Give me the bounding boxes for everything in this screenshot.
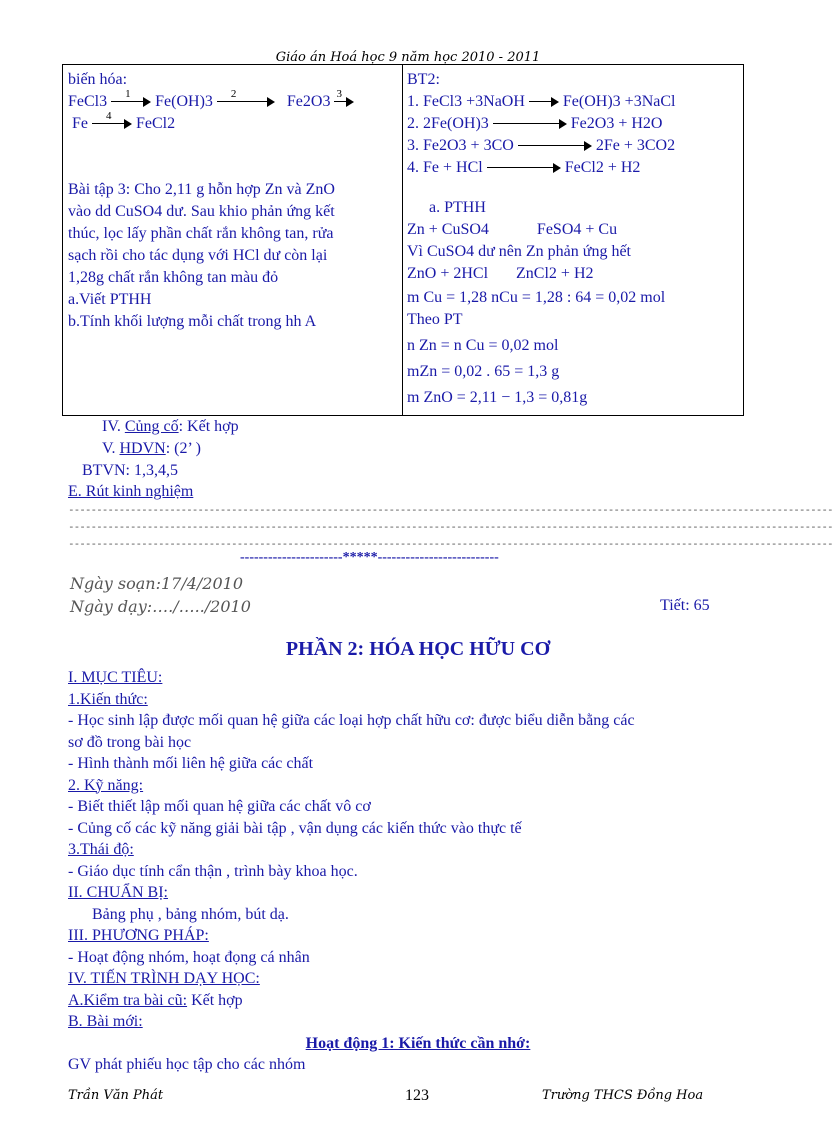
arrow-icon [518, 141, 592, 151]
ngay-soan: Ngày soạn:17/4/2010 [70, 574, 244, 593]
arrow-icon [487, 163, 561, 173]
arrow-icon [493, 119, 567, 129]
table-divider [402, 65, 403, 415]
scheme-feoh3: Fe(OH)3 [155, 93, 213, 110]
scheme-fe2o3: Fe2O3 [286, 93, 331, 110]
right-title: BT2: [407, 71, 440, 88]
footer-school: Trường THCS Đồng Hoa [542, 1088, 704, 1103]
ky-nang-item: - Củng cố các kỹ năng giải bài tập , vận dụng các kiến thức vào thực tế [68, 819, 522, 837]
exercise-line: 1,28g chất rắn không tan màu đỏ [68, 269, 279, 286]
table-right-cell [407, 69, 741, 409]
arrow-3-icon: 3 [334, 97, 354, 107]
heading-tien-trinh: IV. TIẾN TRÌNH DẠY HỌC: [68, 970, 260, 987]
page-header-title: Giáo án Hoá học 9 năm học 2010 - 2011 [275, 50, 541, 65]
arrow-1-icon: 1 [111, 97, 151, 107]
equation-4: 4. Fe + HCl FeCl2 + H2 [407, 159, 641, 176]
cung-co: IV. Củng cố: Kết hợp [102, 418, 239, 435]
calc-3: mZn = 0,02 . 65 = 1,3 g [407, 363, 560, 380]
heading-kien-thuc: 1.Kiến thức: [68, 690, 148, 708]
hoat-dong-1: Hoạt động 1: Kiến thức cần nhớ: [305, 1034, 531, 1052]
footer-author: Trần Văn Phát [68, 1088, 164, 1103]
exercise-line: thúc, lọc lấy phần chất rắn không tan, rửa [68, 225, 334, 242]
scheme-row-2 [68, 110, 398, 135]
heading-thai-do: 3.Thái độ: [68, 841, 134, 858]
calc-2: n Zn = n Cu = 0,02 mol [407, 337, 559, 354]
bai-moi: B. Bài mới: [68, 1013, 143, 1030]
calc-4: m ZnO = 2,11 − 1,3 = 0,81g [407, 389, 588, 406]
kien-thuc-item: - Hình thành mối liên hệ giữa các chất [68, 755, 314, 772]
kiem-tra: A.Kiểm tra bài cũ: Kết hợp [68, 991, 243, 1009]
theo-pt: Theo PT [407, 311, 463, 328]
arrow-icon [529, 97, 559, 107]
heading-ky-nang: 2. Kỹ năng: [68, 776, 144, 794]
exercise-line: sạch rồi cho tác dụng với HCl dư còn lại [68, 247, 328, 264]
btvn: BTVN: 1,3,4,5 [82, 462, 178, 479]
dash-line: ---------------------------------------------------------------------------------------------------------------------------------------- [68, 503, 833, 516]
calc-1: m Cu = 1,28 nCu = 1,28 : 64 = 0,02 mol [407, 289, 666, 306]
hdvn: V. HDVN: (2’ ) [102, 440, 201, 457]
heading-muc-tieu: I. MỤC TIÊU: [68, 669, 163, 686]
left-title: biến hóa: [68, 71, 128, 88]
heading-phuong-phap: III. PHƯƠNG PHÁP: [68, 927, 209, 944]
exercise-line: b.Tính khối lượng mỗi chất trong hh A [68, 313, 317, 330]
heading-chuan-bi: II. CHUẨN BỊ: [68, 884, 168, 901]
dash-line: ---------------------------------------------------------------------------------------------------------------------------------------- [68, 537, 833, 550]
tiet: Tiết: 65 [660, 597, 710, 614]
scheme-fecl2: FeCl2 [136, 115, 176, 132]
arrow-2-icon: 2 [217, 97, 275, 107]
equation-3: 3. Fe2O3 + 3CO 2Fe + 3CO2 [407, 137, 676, 154]
pthh-title: a. PTHH [429, 199, 486, 216]
reaction-note: Vì CuSO4 dư nên Zn phản ứng hết [407, 243, 631, 260]
table-left-cell [68, 69, 398, 333]
reaction-2: ZnO + 2HCl ZnCl2 + H2 [407, 265, 594, 282]
scheme-row-1 [68, 88, 398, 113]
exercise-line: Bài tập 3: Cho 2,11 g hỗn hợp Zn và ZnO [68, 181, 335, 198]
separator-stars: ----------------------*****-------------------------- [240, 550, 499, 565]
scheme-fecl3: FeCl3 [68, 93, 108, 110]
dash-line: ---------------------------------------------------------------------------------------------------------------------------------------- [68, 520, 833, 533]
thai-do-item: - Giáo dục tính cẩn thận , trình bày khoa học. [68, 862, 358, 880]
gv-note: GV phát phiếu học tập cho các nhóm [68, 1056, 306, 1073]
footer-page-number: 123 [405, 1087, 429, 1104]
lesson-body [68, 667, 768, 1076]
ky-nang-item: - Biết thiết lập mối quan hệ giữa các chất vô cơ [68, 798, 371, 815]
scheme-fe: Fe [72, 115, 88, 132]
equation-2: 2. 2Fe(OH)3 Fe2O3 + H2O [407, 115, 663, 132]
ngay-day: Ngày dạy:…./…../2010 [70, 597, 251, 616]
rut-kinh-nghiem: E. Rút kinh nghiệm [68, 483, 194, 500]
chuan-bi-item: Bảng phụ , bảng nhóm, bút dạ. [92, 905, 289, 923]
exercise-line: a.Viết PTHH [68, 291, 152, 308]
phuong-phap-item: - Hoạt động nhóm, hoạt đọng cá nhân [68, 948, 310, 966]
kien-thuc-item: - Học sinh lập được mối quan hệ giữa các loại hợp chất hữu cơ: được biểu diễn bằng các [68, 712, 635, 729]
exercise-line: vào dd CuSO4 dư. Sau khio phản ứng kết [68, 203, 335, 220]
equation-1: 1. FeCl3 +3NaOH Fe(OH)3 +3NaCl [407, 93, 676, 110]
kien-thuc-item: sơ đồ trong bài học [68, 733, 192, 751]
reaction-1: Zn + CuSO4 FeSO4 + Cu [407, 221, 618, 238]
arrow-4-icon: 4 [92, 119, 132, 129]
exercise-table [62, 64, 744, 416]
part-title: PHẦN 2: HÓA HỌC HỮU CƠ [285, 638, 551, 660]
